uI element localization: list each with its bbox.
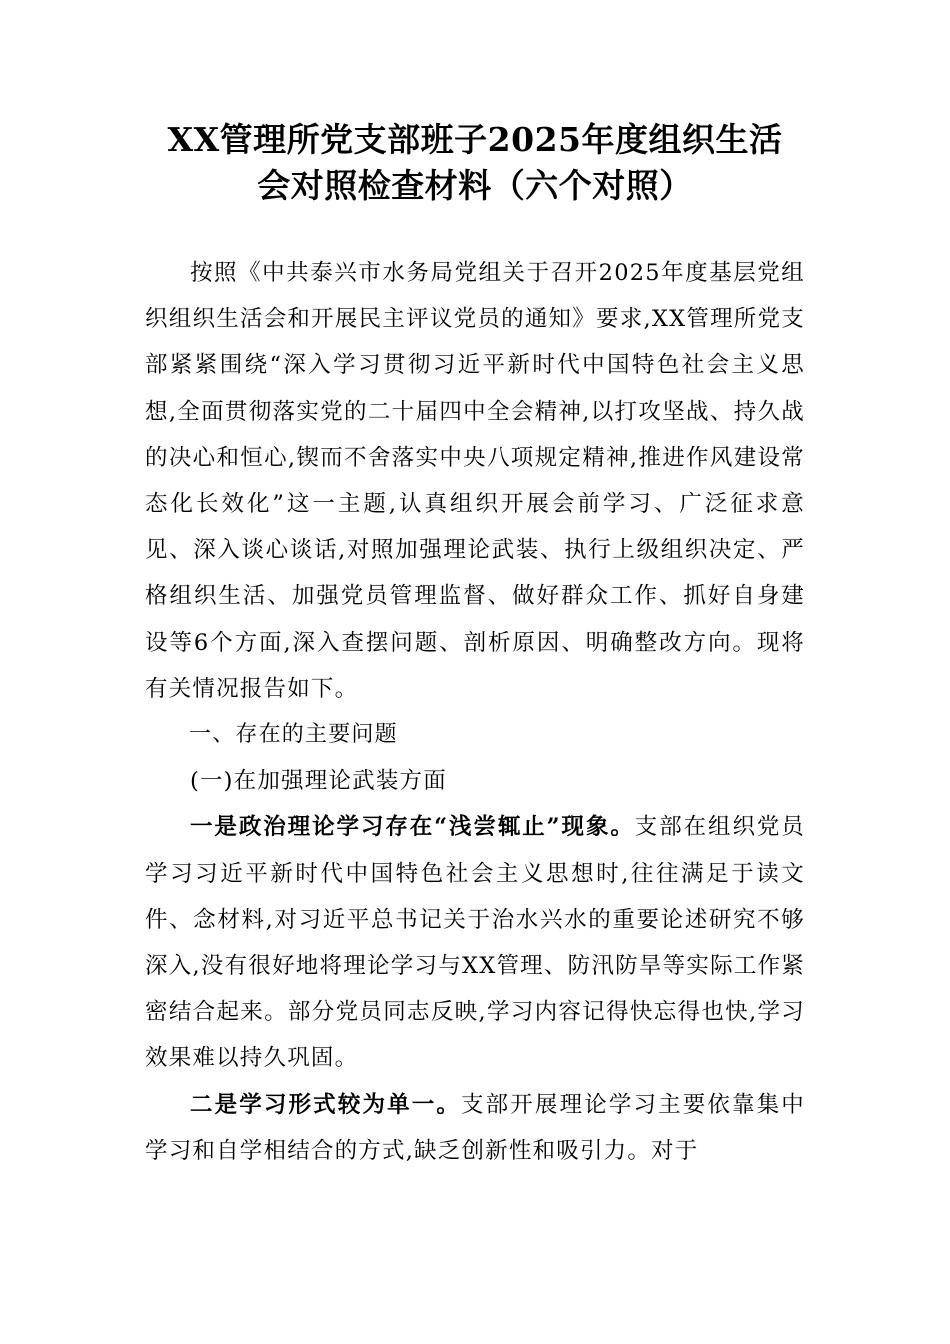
item-paragraph-1 bbox=[145, 804, 805, 1081]
item-2-text: 支部开展理论学习主要依靠集中学习和自学相结合的方式,缺乏创新性和吸引力。对于 bbox=[145, 1091, 805, 1164]
intro-paragraph: 按照《中共泰兴市水务局党组关于召开2025年度基层党组织组织生活会和开展民主评议党员的通知》要求,XX管理所党支部紧紧围绕“深入学习贯彻习近平新时代中国特色社会主义思想,全面贯彻落实党的二十届四中全会精神,以打攻坚战、持久战的决心和恒心,锲而不舍落实中央八项规定精神,推进作风建设常态化长效化”这一主题,认真组织开展会前学习、广泛征求意见、深入谈心谈话,对照加强理论武装、执行上级组织决定、严格组织生活、加强党员管理监督、做好群众工作、抓好自身建设等6个方面,深入查摆问题、剖析原因、明确整改方向。现将有关情况报告如下。 bbox=[145, 260, 805, 702]
item-1-lead: 一是政治理论学习存在“浅尝辄止”现象。 bbox=[190, 814, 635, 841]
title-line-2: 会对照检查材料（六个对照） bbox=[257, 166, 693, 205]
subsection-heading-theory: (一)在加强理论武装方面 bbox=[190, 768, 447, 795]
document-body bbox=[145, 250, 805, 1174]
title-line-1: XX管理所党支部班子2025年度组织生活 bbox=[167, 120, 783, 159]
item-paragraph-2 bbox=[145, 1082, 805, 1174]
section-heading-problems: 一、存在的主要问题 bbox=[189, 722, 398, 748]
document-title bbox=[140, 117, 810, 209]
item-1-text: 支部在组织党员学习习近平新时代中国特色社会主义思想时,往往满足于读文件、念材料,对习近平总书记关于治水兴水的重要论述研究不够深入,没有很好地将理论学习与XX管理、防汛防旱等实际工作紧密结合起来。部分党员同志反映,学习内容记得快忘得也快,学习效果难以持久巩固。 bbox=[145, 814, 805, 1072]
item-2-lead: 二是学习形式较为单一。 bbox=[190, 1091, 462, 1118]
